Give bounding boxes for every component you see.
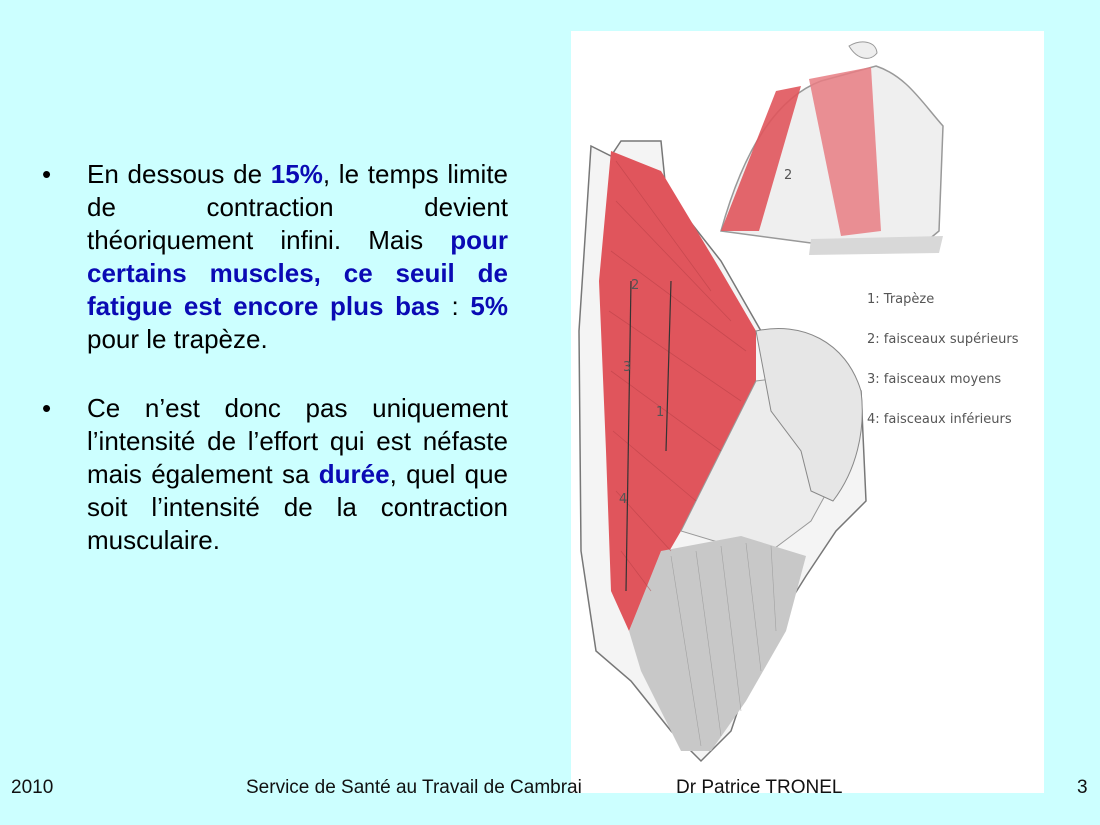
figure-legend xyxy=(867,292,1019,427)
bullet-dot: • xyxy=(42,159,52,189)
text-run: , le temps limite de contraction devient théoriquement infini. Mais xyxy=(87,159,509,255)
bullet-text xyxy=(87,158,508,356)
trapezius-anatomy-figure xyxy=(571,31,1044,793)
highlight-run: 5% xyxy=(470,291,508,321)
highlight-run: pour certains muscles, ce seuil de fatigue est encore plus bas xyxy=(87,225,508,321)
text-run: En dessous de xyxy=(87,159,271,189)
text-run: : xyxy=(439,291,471,321)
neck-inset xyxy=(721,42,943,255)
footer-service: Service de Santé au Travail de Cambrai xyxy=(246,777,582,798)
legend-item: 4: faisceaux inférieurs xyxy=(867,412,1012,427)
muscle-number-label: 1 xyxy=(656,405,665,420)
footer-page-number: 3 xyxy=(1077,777,1088,798)
text-run: pour le trapèze. xyxy=(87,324,268,354)
legend-item: 3: faisceaux moyens xyxy=(867,372,1002,387)
bullet-dot: • xyxy=(42,393,52,423)
bullet-item xyxy=(42,158,508,356)
highlight-run: 15% xyxy=(270,159,323,189)
muscle-number-label: 2 xyxy=(784,168,793,183)
text-run: , quel que soit l’intensité de la contraction musculaire. xyxy=(87,459,508,555)
latissimus-muscle xyxy=(629,536,806,751)
bullet-item xyxy=(42,392,508,557)
footer-author: Dr Patrice TRONEL xyxy=(676,777,843,798)
legend-item: 1: Trapèze xyxy=(867,292,935,307)
text-run: Ce n’est donc pas uniquement l’intensité de l’effort qui est néfaste mais également sa xyxy=(87,393,508,489)
highlight-run: durée xyxy=(318,459,390,489)
bullet-text xyxy=(87,392,508,557)
footer-year: 2010 xyxy=(11,777,54,798)
legend-item: 2: faisceaux supérieurs xyxy=(867,332,1019,347)
muscle-number-label: 4 xyxy=(619,492,628,507)
bullet-list xyxy=(42,158,508,593)
muscle-number-label: 3 xyxy=(623,360,632,375)
anatomy-illustration xyxy=(571,31,1044,793)
muscle-number-label: 2 xyxy=(631,278,640,293)
